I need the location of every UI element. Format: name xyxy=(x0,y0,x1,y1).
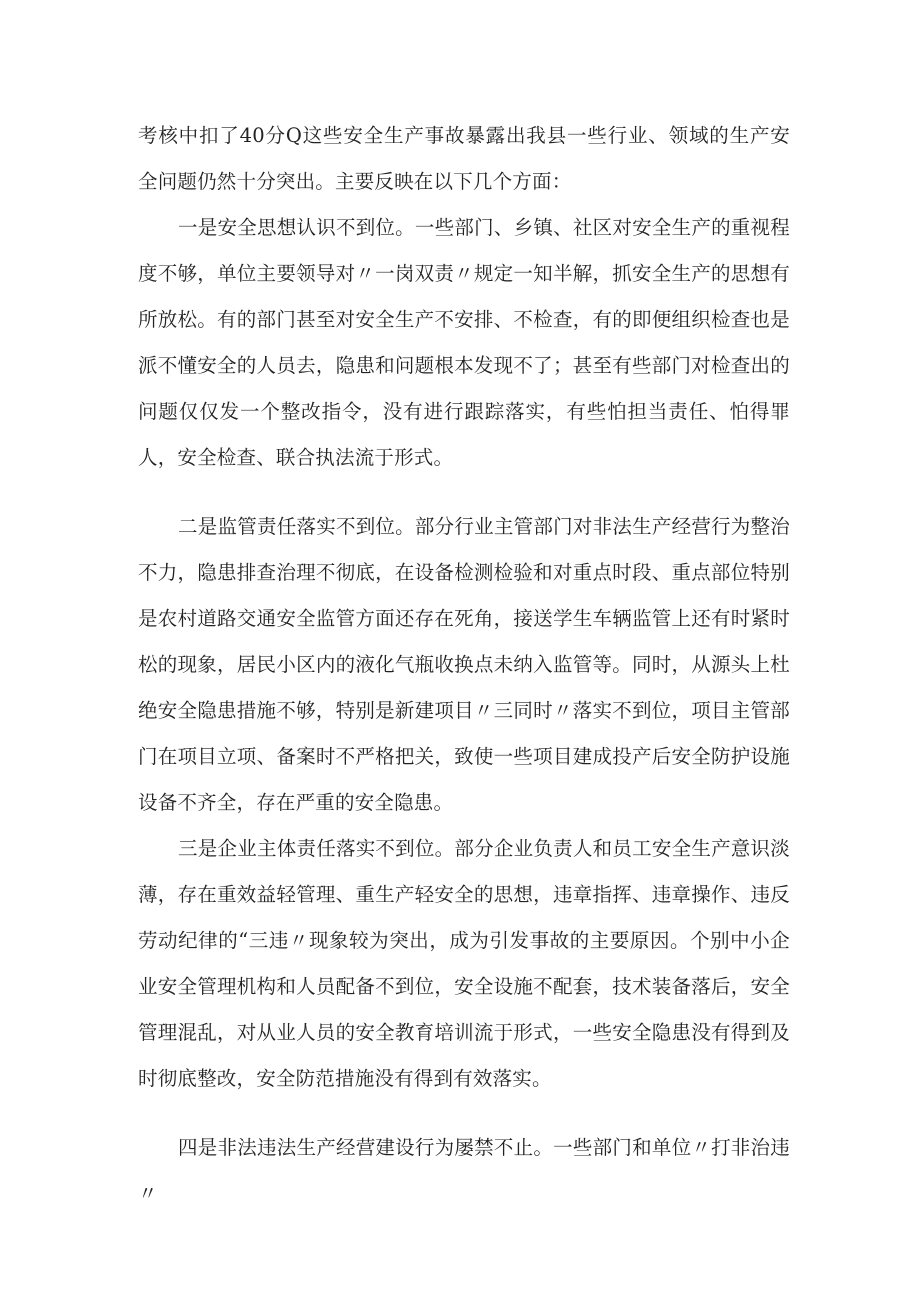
paragraph-point-one: 一是安全思想认识不到位。一些部门、乡镇、社区对安全生产的重视程度不够，单位主要领导对〃一岗双责〃规定一知半解，抓安全生产的思想有所放松。有的部门甚至对安全生产不安排、不检查，有的即便组织检查也是派不懂安全的人员去，隐患和问题根本发现不了；甚至有些部门对检查出的问题仅仅发一个整改指令，没有进行跟踪落实，有些怕担当责任、怕得罪人，安全检查、联合执法流于形式。 xyxy=(138,216,790,469)
paragraph-intro-continuation: 考核中扣了40分Q这些安全生产事故暴露出我县一些行业、领域的生产安全问题仍然十分突出。主要反映在以下几个方面： xyxy=(138,124,790,193)
paragraph-point-three: 三是企业主体责任落实不到位。部分企业负责人和员工安全生产意识淡薄，存在重效益轻管理、重生产轻安全的思想，违章指挥、违章操作、违反劳动纪律的“三违〃现象较为突出，成为引发事故的主要原因。个别中小企业安全管理机构和人员配备不到位，安全设施不配套，技术装备落后，安全管理混乱，对从业人员的安全教育培训流于形式，一些安全隐患没有得到及时彻底整改，安全防范措施没有得到有效落实。 xyxy=(138,837,790,1090)
paragraph-point-two: 二是监管责任落实不到位。部分行业主管部门对非法生产经营行为整治不力，隐患排查治理不彻底，在设备检测检验和对重点时段、重点部位特别是农村道路交通安全监管方面还存在死角，接送学生车辆监管上还有时紧时松的现象，居民小区内的液化气瓶收换点未纳入监管等。同时，从源头上杜绝安全隐患措施不够，特别是新建项目〃三同时〃落实不到位，项目主管部门在项目立项、备案时不严格把关，致使一些项目建成投产后安全防护设施设备不齐全，存在严重的安全隐患。 xyxy=(138,515,790,814)
paragraph-point-four: 四是非法违法生产经营建设行为屡禁不止。一些部门和单位〃打非治违〃 xyxy=(138,1136,790,1205)
